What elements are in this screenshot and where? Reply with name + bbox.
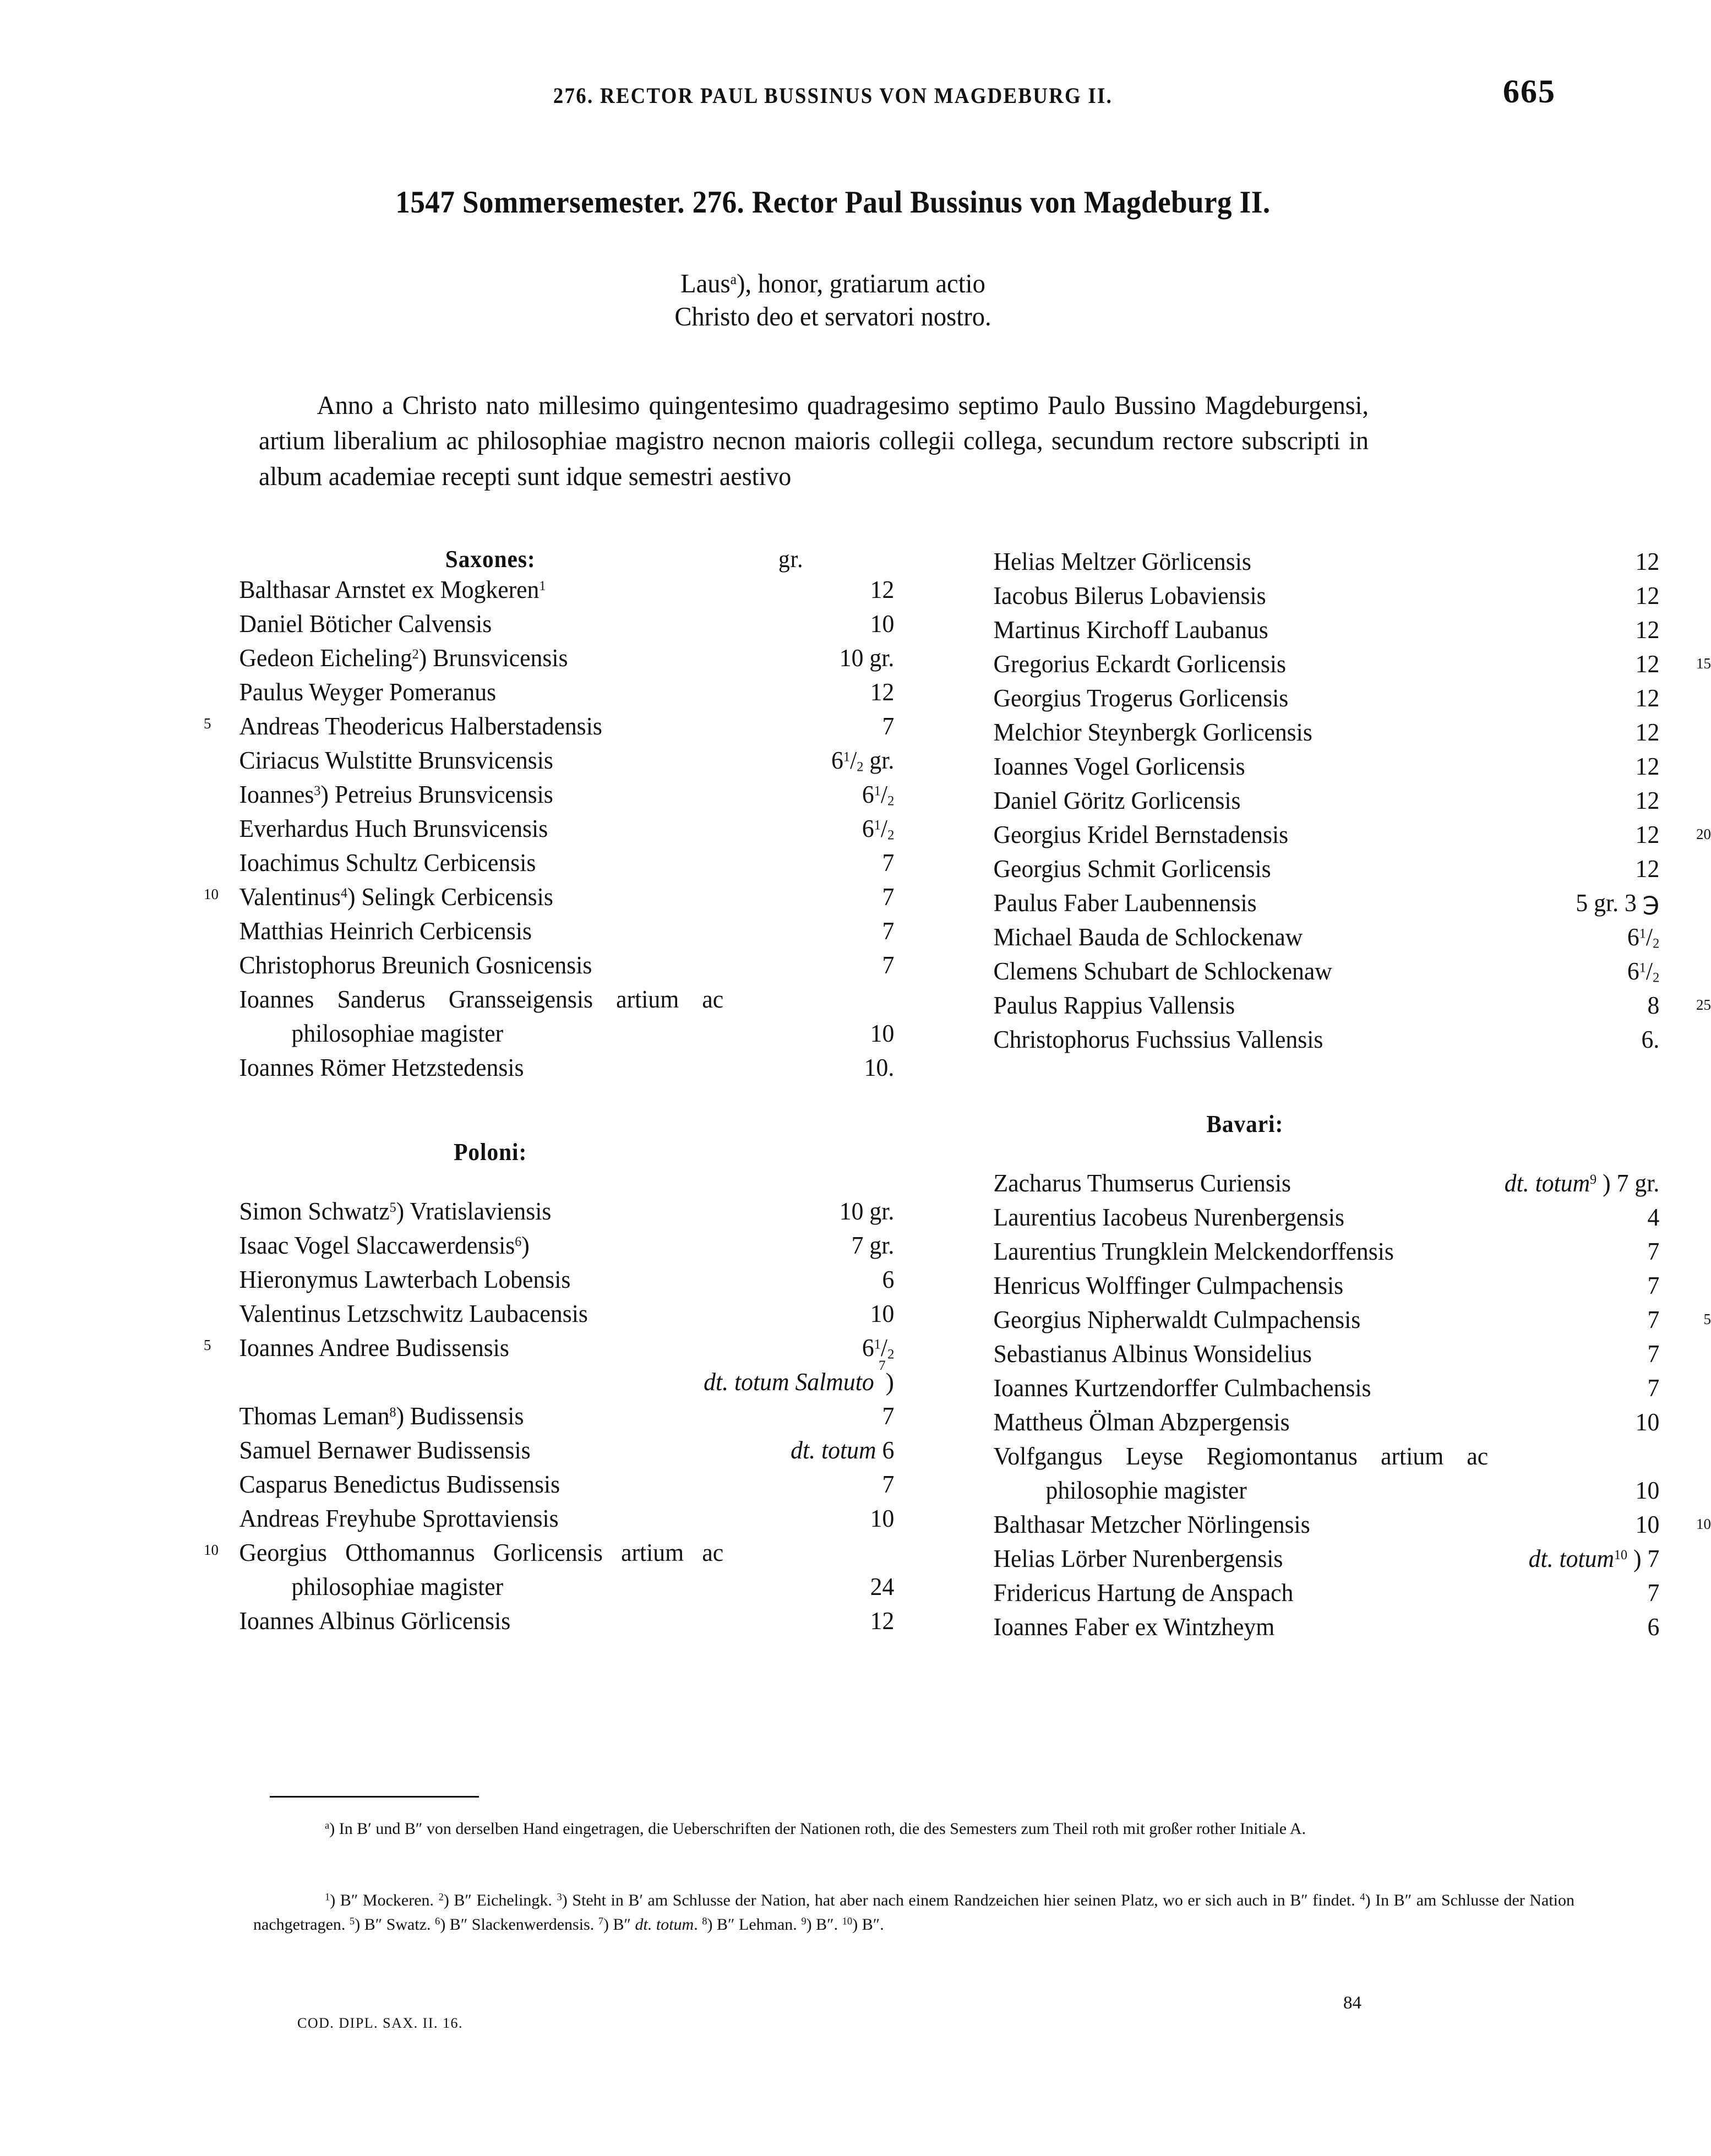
register-entry (936, 750, 1663, 784)
register-entry (936, 716, 1663, 750)
entry-name: Ioannes Kurtzendorffer Culmbachensis (993, 1374, 1371, 1402)
entry-amount: 10 (1635, 1476, 1660, 1504)
entry-amount: 10 (1635, 1510, 1660, 1538)
register-entry (182, 846, 897, 880)
entry-name: Georgius Schmit Gorlicensis (993, 854, 1271, 883)
entry-name: Clemens Schubart de Schlockenaw (993, 957, 1332, 985)
entry-name: Daniel Göritz Gorlicensis (993, 786, 1241, 814)
entry-amount: $6^1/_2$ (862, 814, 895, 843)
footnote-numbered: $^1$) B″ Mockeren. $^2$) B″ Eichelingk. $^3$) Steht in B′ am Schlusse der Nation, hat aber nach einem Randzeichen hier seinen Platz, wo er sich auch in B″ findet. $^4$) In B″ am Schlusse der Nation nachgetragen. $^5$) B″ Swatz. $^6$) B″ Slackenwerdensis. $^7$) B″ dt. totum. $^8$) B″ Lehman. $^9$) B″. $^{10}$) B″. (253, 1891, 1574, 1934)
entry-amount: 7 (882, 917, 895, 945)
footnote-marker-a: a (730, 271, 737, 288)
register-entry (182, 778, 897, 812)
entry-name: Valentinus Letzschwitz Laubacensis (239, 1299, 588, 1327)
page-title: 1547 Sommersemester. 276. Rector Paul Bussinus von Magdeburg II. (395, 185, 1271, 220)
amount-unit-label: gr. (778, 546, 804, 573)
register-entry (936, 955, 1663, 989)
saxones-list (182, 573, 897, 1085)
entry-name: Laurentius Trungklein Melckendorffensis (993, 1237, 1394, 1265)
register-entry (182, 1263, 897, 1297)
entry-name: Isaac Vogel Slaccawerdensis$^6$) (239, 1231, 530, 1259)
register-entry (182, 1604, 897, 1638)
entry-amount: 5 gr. 3 ℈ (1576, 889, 1660, 917)
register-entry (936, 1269, 1663, 1303)
register-entry (182, 1051, 897, 1085)
register-entry (182, 1502, 897, 1536)
entry-name: Thomas Leman$^8$) Budissensis (239, 1402, 524, 1430)
margin-line-number: 20 (1696, 826, 1711, 842)
register-entry (936, 545, 1663, 579)
section-heading-saxones: Saxones: gr. (445, 546, 804, 573)
colophon: COD. DIPL. SAX. II. 16. (297, 2015, 463, 2031)
register-entry (182, 949, 897, 983)
entry-amount: 12 (1635, 854, 1660, 883)
entry-name: Fridericus Hartung de Anspach (993, 1578, 1294, 1607)
entry-name: Georgius Trogerus Gorlicensis (993, 684, 1289, 712)
entry-name: Ioannes Albinus Görlicensis (239, 1607, 511, 1635)
register-entry (182, 1331, 897, 1365)
entry-amount: 7 (1647, 1237, 1660, 1265)
entry-name: Ioannes Römer Hetzstedensis (239, 1053, 524, 1081)
right-column (936, 545, 1711, 1645)
entry-name: Michael Bauda de Schlockenaw (993, 923, 1303, 951)
entry-amount: 7 (882, 1470, 895, 1498)
line-number: 10 (204, 886, 219, 902)
entry-name: Ciriacus Wulstitte Brunsvicensis (239, 746, 553, 774)
register-entry (936, 1235, 1663, 1269)
entry-amount: 12 (870, 575, 895, 603)
register-entry (182, 914, 897, 949)
entry-name: Iacobus Bilerus Lobaviensis (993, 581, 1266, 609)
page-number: 665 (1503, 73, 1556, 110)
entry-name: Simon Schwatz$^5$) Vratislaviensis (239, 1197, 552, 1225)
entry-amount: 7 (882, 1402, 895, 1430)
entry-amount: 7 (882, 848, 895, 876)
entry-amount: 12 (870, 678, 895, 706)
entry-amount: 10 (870, 1504, 895, 1532)
register-entry (182, 812, 897, 846)
entry-name: Valentinus$^4$) Selingk Cerbicensis (239, 883, 553, 911)
entry-amount: 10 (1635, 1408, 1660, 1436)
entry-name: Gregorius Eckardt Gorlicensis (993, 650, 1287, 678)
entry-name: Paulus Rappius Vallensis (993, 991, 1235, 1019)
poloni-list (182, 1195, 897, 1638)
register-entry (936, 1167, 1663, 1201)
running-head-title: 276. RECTOR PAUL BUSSINUS VON MAGDEBURG II. (553, 83, 1113, 108)
entry-amount: 10 gr. (839, 1197, 895, 1225)
entry-amount: 10 (870, 1019, 895, 1047)
entry-amount: 7 gr. (851, 1231, 895, 1259)
entry-name: Gedeon Eicheling$^2$) Brunsvicensis (239, 644, 568, 672)
footnote-separator (270, 1796, 479, 1798)
entry-name: Georgius Nipherwaldt Culmpachensis (993, 1305, 1361, 1333)
invocation-line-1: Laus$^a$), honor, gratiarum actio (680, 268, 985, 298)
entry-amount: $6^1/_2$ (1627, 957, 1660, 986)
entry-name: Georgius Otthomannus Gorlicensis artium ac (239, 1538, 724, 1566)
right-entries-list (936, 545, 1711, 1057)
entry-amount: 12 (1635, 752, 1660, 780)
entry-name: Casparus Benedictus Budissensis (239, 1470, 560, 1498)
entry-name: Helias Meltzer Görlicensis (993, 547, 1251, 575)
register-entry (936, 1542, 1663, 1576)
section-heading-bavari: Bavari: (1206, 1110, 1284, 1137)
entry-amount: 24 (870, 1572, 895, 1600)
entry-amount: 12 (1635, 616, 1660, 644)
footnote-a: $^a$) In B′ und B″ von derselben Hand eingetragen, die Ueberschriften der Nationen roth, die des Semesters zum Theil roth mit großer rother Initiale A. (325, 1820, 1306, 1838)
entry-name: Everhardus Huch Brunsvicensis (239, 814, 548, 842)
entry-amount: 12 (1635, 820, 1660, 848)
entry-name: Andreas Freyhube Sprottaviensis (239, 1504, 559, 1532)
register-entry (936, 1201, 1663, 1235)
entry-amount: 7 (882, 883, 895, 911)
register-entry (182, 744, 897, 778)
preamble-paragraph: Anno a Christo nato millesimo quingentesimo quadragesimo septimo Paulo Bussino Magdeburgensi, artium liberalium ac philosophiae magistro necnon maioris collegii collega, secundum rectore subscripti in album academiae recepti sunt idque semestri aestivo (259, 391, 1369, 491)
entry-amount: 12 (870, 1607, 895, 1635)
entry-amount: 12 (1635, 547, 1660, 575)
entry-amount: 7 (882, 951, 895, 979)
line-number: 10 (204, 1542, 219, 1558)
margin-line-number: 5 (1703, 1311, 1711, 1327)
register-entry (936, 1576, 1663, 1610)
entry-amount: 7 (1647, 1271, 1660, 1299)
register-entry (182, 573, 897, 607)
register-entry (936, 1406, 1663, 1440)
entry-name: Paulus Weyger Pomeranus (239, 678, 497, 706)
continuation-note: dt. totum Salmuto 7 ) (704, 1358, 894, 1396)
left-column (182, 545, 897, 1638)
margin-line-number: 15 (1696, 655, 1711, 672)
entry-amount: 6. (1641, 1025, 1660, 1053)
register-entry (936, 989, 1711, 1023)
register-entry (182, 1536, 897, 1570)
register-entry (182, 1195, 897, 1229)
entry-name: Sebastianus Albinus Wonsidelius (993, 1340, 1312, 1368)
register-entry (936, 1610, 1663, 1645)
entry-amount: $6^1/_2$ gr. (831, 746, 895, 775)
register-entry (182, 607, 897, 641)
entry-amount: dt. totum$^9$ ) 7 gr. (1504, 1169, 1660, 1197)
entry-name: Andreas Theodericus Halberstadensis (239, 712, 602, 740)
register-entry (936, 852, 1663, 886)
margin-line-number: 25 (1696, 997, 1711, 1013)
entry-name: Ioannes Sanderus Gransseigensis artium ac (239, 985, 724, 1013)
entry-name: philosophiae magister (291, 1572, 504, 1600)
register-entry (936, 682, 1663, 716)
entry-amount: 10 (870, 1299, 895, 1327)
entry-name: Hieronymus Lawterbach Lobensis (239, 1265, 571, 1293)
register-entry (182, 1229, 897, 1263)
register-entry (936, 1023, 1663, 1057)
margin-line-number: 10 (1696, 1516, 1711, 1532)
register-entry (936, 1440, 1663, 1474)
entry-name: Balthasar Arnstet ex Mogkeren$^1$ (239, 575, 546, 603)
entry-amount: 10 (870, 609, 895, 638)
entry-name: Daniel Böticher Calvensis (239, 609, 492, 638)
entry-name: Balthasar Metzcher Nörlingensis (993, 1510, 1310, 1538)
section-heading-poloni: Poloni: (454, 1139, 527, 1166)
register-entry (182, 1570, 897, 1604)
entry-name: Henricus Wolffinger Culmpachensis (993, 1271, 1344, 1299)
register-entry (936, 613, 1663, 647)
entry-amount: 4 (1647, 1203, 1660, 1231)
entry-name: Ioannes Faber ex Wintzheym (993, 1613, 1275, 1641)
bavari-list (936, 1167, 1711, 1645)
entry-amount: $6^1/_2$ (1627, 923, 1660, 951)
entry-name: Martinus Kirchoff Laubanus (993, 616, 1268, 644)
line-number: 5 (204, 715, 211, 732)
entry-name: Ioachimus Schultz Cerbicensis (239, 848, 536, 876)
entry-name: Samuel Bernawer Budissensis (239, 1436, 531, 1464)
entry-name: Zacharus Thumserus Curiensis (993, 1169, 1291, 1197)
register-entry (182, 710, 897, 744)
entry-amount: 10. (864, 1053, 895, 1081)
entry-name: Volfgangus Leyse Regiomontanus artium ac (993, 1442, 1489, 1470)
entry-amount: 12 (1635, 718, 1660, 746)
entry-name: Georgius Kridel Bernstadensis (993, 820, 1289, 848)
register-entry (182, 1434, 897, 1468)
entry-name: philosophie magister (1045, 1476, 1247, 1504)
entry-amount: dt. totum 6 (791, 1436, 895, 1464)
register-entry (936, 886, 1663, 921)
entry-name: Laurentius Iacobeus Nurenbergensis (993, 1203, 1344, 1231)
register-entry (182, 880, 897, 914)
entry-amount: $6^1/_2$ (862, 1333, 895, 1362)
entry-amount: 8 (1647, 991, 1660, 1019)
register-entry (182, 1297, 897, 1331)
entry-name: Helias Lörber Nurenbergensis (993, 1544, 1283, 1572)
register-entry (182, 1400, 897, 1434)
register-entry (936, 921, 1663, 955)
entry-amount: 12 (1635, 650, 1660, 678)
register-entry (936, 1303, 1711, 1337)
entry-name: Ioannes$^3$) Petreius Brunsvicensis (239, 780, 553, 808)
entry-name: Ioannes Vogel Gorlicensis (993, 752, 1245, 780)
entry-amount: 12 (1635, 786, 1660, 814)
entry-amount: 10 gr. (839, 644, 895, 672)
register-entry (182, 983, 897, 1017)
entry-amount: 6 (882, 1265, 895, 1293)
entry-name: Matthias Heinrich Cerbicensis (239, 917, 532, 945)
register-entry (182, 1468, 897, 1502)
register-entry (936, 818, 1711, 852)
register-entry (182, 676, 897, 710)
register-entry (936, 647, 1711, 682)
entry-name: Christophorus Fuchssius Vallensis (993, 1025, 1323, 1053)
entry-name: philosophiae magister (291, 1019, 504, 1047)
entry-amount: 7 (1647, 1340, 1660, 1368)
sheet-number: 84 (1343, 1993, 1361, 2013)
register-entry (936, 579, 1663, 613)
register-entry (936, 1337, 1663, 1371)
register-entry (936, 1474, 1663, 1508)
entry-amount: $6^1/_2$ (862, 780, 895, 809)
invocation-line-2: Christo deo et servatori nostro. (674, 301, 991, 331)
register-entry (936, 784, 1663, 818)
entry-name: Mattheus Ölman Abzpergensis (993, 1408, 1290, 1436)
entry-amount: 6 (1647, 1613, 1660, 1641)
invocation (42, 267, 1625, 333)
entry-amount: 7 (1647, 1305, 1660, 1333)
line-number: 5 (204, 1337, 211, 1353)
entry-name: Paulus Faber Laubennensis (993, 889, 1257, 917)
entry-name: Christophorus Breunich Gosnicensis (239, 951, 592, 979)
entry-amount: 12 (1635, 581, 1660, 609)
entry-amount: 12 (1635, 684, 1660, 712)
register-entry (182, 1017, 897, 1051)
running-head (0, 73, 1666, 110)
entry-amount: 7 (1647, 1374, 1660, 1402)
entry-name: Ioannes Andree Budissensis (239, 1333, 509, 1362)
register-entry (936, 1508, 1711, 1542)
entry-amount: 7 (882, 712, 895, 740)
entry-amount: dt. totum$^{10}$ ) 7 (1528, 1544, 1660, 1572)
entry-name: Melchior Steynbergk Gorlicensis (993, 718, 1312, 746)
entry-amount: 7 (1647, 1578, 1660, 1607)
register-entry (182, 641, 897, 676)
register-entry (936, 1371, 1663, 1406)
